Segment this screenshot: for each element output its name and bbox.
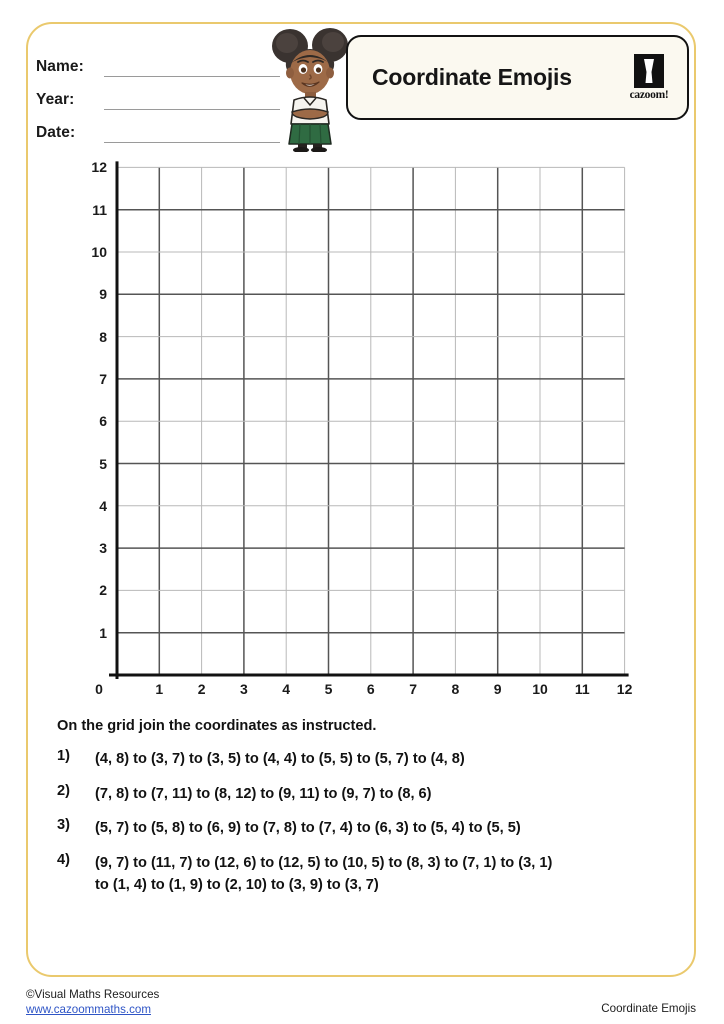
x-axis-tick-label: 11 xyxy=(574,681,590,697)
question-number: 2) xyxy=(57,782,70,799)
y-axis-tick-label: 2 xyxy=(99,582,107,599)
question-number: 4) xyxy=(57,851,70,868)
y-axis-tick-label: 12 xyxy=(91,159,107,176)
question-item xyxy=(57,852,677,897)
y-axis-tick-label: 11 xyxy=(92,201,107,218)
y-axis-tick-label: 9 xyxy=(99,286,107,303)
question-coordinates: (9, 7) to (11, 7) to (12, 6) to (12, 5) to (10, 5) to (8, 3) to (7, 1) to (3, 1) xyxy=(95,854,553,871)
y-axis-tick-label: 3 xyxy=(99,540,107,557)
x-axis-tick-label: 9 xyxy=(493,681,502,697)
question-item xyxy=(57,817,677,840)
question-coordinates-continued: to (1, 4) to (1, 9) to (2, 10) to (3, 9) to (3, 7) xyxy=(95,877,379,894)
question-item xyxy=(57,783,677,806)
footer-worksheet-name: Coordinate Emojis xyxy=(601,1002,696,1015)
x-axis-tick-label: 1 xyxy=(155,681,164,697)
x-axis-tick-label: 8 xyxy=(451,681,460,697)
question-coordinates: (5, 7) to (5, 8) to (6, 9) to (7, 8) to (7, 4) to (6, 3) to (5, 4) to (5, 5) xyxy=(95,820,521,837)
x-axis-tick-label: 12 xyxy=(616,681,633,697)
question-coordinates-block xyxy=(95,852,677,897)
page-footer xyxy=(26,987,698,1021)
origin-tick-label: 0 xyxy=(95,681,103,697)
instruction-text: On the grid join the coordinates as instructed. xyxy=(57,718,377,734)
y-axis-tick-label: 5 xyxy=(99,455,107,472)
y-axis-tick-label: 8 xyxy=(99,328,107,345)
x-axis-tick-label: 10 xyxy=(532,681,548,697)
question-number: 1) xyxy=(57,748,70,764)
copyright-text: ©Visual Maths Resources xyxy=(26,988,160,1001)
y-axis-tick-label: 7 xyxy=(99,370,107,387)
x-axis-tick-label: 4 xyxy=(282,681,291,697)
questions-section xyxy=(57,718,677,909)
question-coordinates: (7, 8) to (7, 11) to (8, 12) to (9, 11) to (9, 7) to (8, 6) xyxy=(95,785,432,802)
x-axis-tick-label: 2 xyxy=(197,681,206,697)
question-item xyxy=(57,748,677,771)
name-field-label: Name: xyxy=(36,58,84,75)
year-field-label: Year: xyxy=(36,91,75,108)
cazoom-logo-wordmark: cazoom! xyxy=(629,89,669,101)
y-axis-tick-label: 10 xyxy=(91,244,107,260)
page-title: Coordinate Emojis xyxy=(372,64,572,90)
footer-left-block xyxy=(26,987,159,1017)
y-axis-tick-label: 6 xyxy=(99,413,107,430)
x-axis-tick-label: 7 xyxy=(409,681,417,697)
cazoom-website-link[interactable]: www.cazoommaths.com xyxy=(26,1003,151,1016)
x-axis-tick-label: 3 xyxy=(239,681,248,697)
x-axis-tick-label: 5 xyxy=(324,681,333,697)
x-axis-tick-label: 6 xyxy=(366,681,375,697)
y-axis-tick-label: 4 xyxy=(99,497,107,514)
y-axis-tick-label: 1 xyxy=(99,624,107,641)
question-number: 3) xyxy=(57,817,70,834)
question-coordinates: (4, 8) to (3, 7) to (3, 5) to (4, 4) to (5, 5) to (5, 7) to (4, 8) xyxy=(95,751,465,767)
date-field-label: Date: xyxy=(36,124,76,141)
